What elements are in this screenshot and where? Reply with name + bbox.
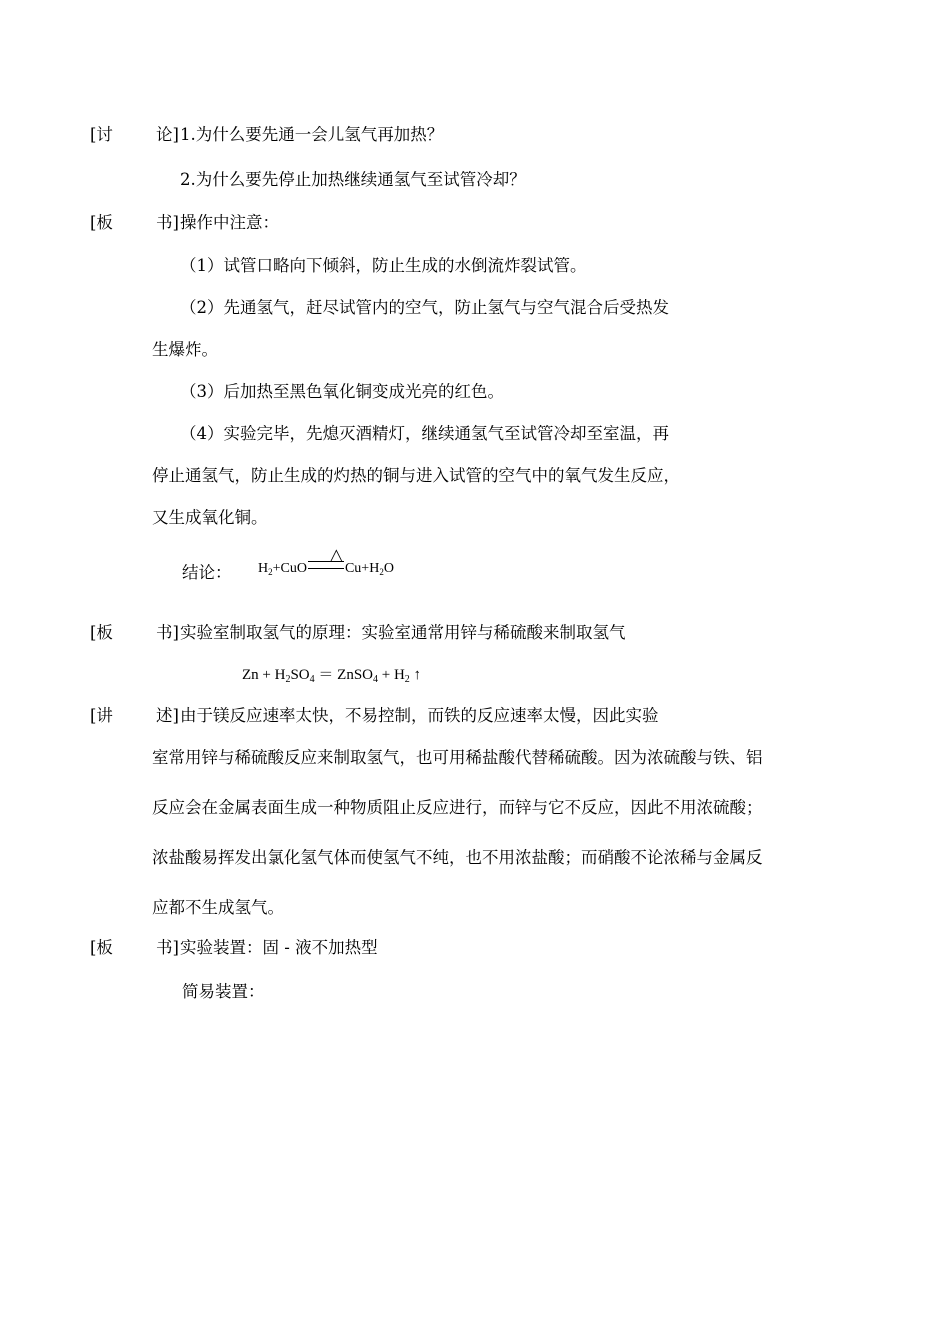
discussion-question-1: 1.为什么要先通一会儿氢气再加热？ [180,125,444,144]
zinc-acid-equation: $Zn + H_2SO_4$ ＝ ZnSO$_4$ + $H_2$ ↑ [242,667,422,685]
lecture-line-5: 应都不生成氢气。 [152,898,284,917]
note-item-4-line-1: （4）实验完毕，先熄灭酒精灯，继续通氢气至试管冷却至室温，再 [180,424,669,443]
reaction-equation [258,545,418,581]
lecture-line-1: 由于镁反应速率太快，不易控制，而铁的反应速率太慢，因此实验 [180,706,659,725]
reaction-expression: $H_2+CuO$ $Cu+H_2O$ [258,561,394,577]
heat-condition-symbol: △ [330,545,343,564]
simple-apparatus-label: 简易装置： [182,982,265,1001]
document-page: [讨 论] 1.为什么要先通一会儿氢气再加热？ 2.为什么要先停止加热继续通氢气至试管冷却？ [板 书] 操作中注意： （1）试管口略向下倾斜，防止生成的水倒流炸裂试管。 （2）先通氢气，赶尽试管内的空气，防止氢气与空气混合后受热发 生爆炸。 （3）后加热至黑色氧化铜变成光亮的红色。 （4）实验完毕，先熄灭酒精灯，继续通氢气至试管冷却至室温，再 停止通氢气，防止生成的灼热的铜与进入试管的空气中的氧气发生反应， 又生成氧化铜。 结论： △ $H_2+CuO$ $Cu+H_2O$ [板 书] 实验室制取氢气的原理：实验室通常用锌与稀硫酸来制取氢气 $Zn + H_2SO_4$ ＝ ZnSO$_4$ + $H_2$ ↑ [讲 述] 由于镁反应速率太快，不易控制，而铁的反应速率太慢，因此实验 室常用锌与稀硫酸反应来制取氢气，也可用稀盐酸代替稀硫酸。因为浓硫酸与铁、铝 反应会在金属表面生成一种物质阻止反应进行，而锌与它不反应，因此不用浓硫酸； 浓盐酸易挥发出氯化氢气体而使氢气不纯，也不用浓盐酸；而硝酸不论浓稀与金属反 应都不生成氢气。 [板 书] 实验装置：固 - 液不加热型 简易装置： [90,125,763,1001]
discussion-question-2: 2.为什么要先停止加热继续通氢气至试管冷却？ [180,170,526,189]
apparatus-text: 实验装置：固 - 液不加热型 [180,938,378,957]
note-item-1: （1）试管口略向下倾斜，防止生成的水倒流炸裂试管。 [180,256,587,275]
board-heading-1: 操作中注意： [180,213,279,232]
board-principle-text: 实验室制取氢气的原理：实验室通常用锌与稀硫酸来制取氢气 [180,623,626,642]
note-item-4-line-2: 停止通氢气，防止生成的灼热的铜与进入试管的空气中的氧气发生反应， [152,466,680,485]
conclusion-label: 结论： [182,563,232,582]
lecture-line-4: 浓盐酸易挥发出氯化氢气体而使氢气不纯，也不用浓盐酸；而硝酸不论浓稀与金属反 [152,848,763,867]
equals-sign [308,561,344,569]
note-item-3: （3）后加热至黑色氧化铜变成光亮的红色。 [180,382,504,401]
note-item-4-line-3: 又生成氧化铜。 [152,508,268,527]
note-item-2-line-1: （2）先通氢气，赶尽试管内的空气，防止氢气与空气混合后受热发 [180,298,669,317]
note-item-2-line-2: 生爆炸。 [152,340,218,359]
lecture-line-3: 反应会在金属表面生成一种物质阻止反应进行，而锌与它不反应，因此不用浓硫酸； [152,798,763,817]
lecture-line-2: 室常用锌与稀硫酸反应来制取氢气，也可用稀盐酸代替稀硫酸。因为浓硫酸与铁、铝 [152,748,763,767]
